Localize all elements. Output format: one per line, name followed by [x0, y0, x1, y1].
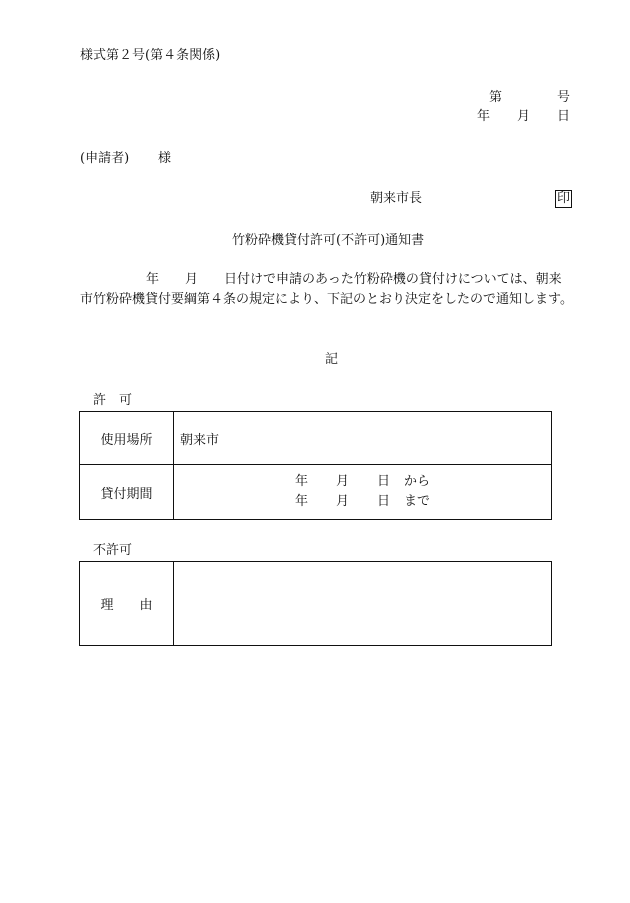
ki-heading: 記 [325, 352, 339, 367]
seal-mark: 印 [557, 191, 571, 206]
date-year: 年 [477, 109, 491, 124]
body-year: 年 [146, 272, 160, 287]
date-day: 日 [557, 109, 571, 124]
reason-value [174, 562, 552, 646]
deny-table [79, 561, 552, 646]
applicant-honorific: 様 [158, 151, 172, 166]
period-value [174, 465, 552, 520]
period-from: 年 月 日 から [294, 474, 431, 489]
date-month: 月 [517, 109, 531, 124]
body-paragraph [80, 270, 574, 310]
body-month: 月 [185, 272, 199, 287]
body-text: 日付けで申請のあった竹粉砕機の貸付けについては、朝来市竹粉砕機貸付要綱第４条の規定により、下記のとおり決定をしたので通知します。 [80, 272, 573, 307]
permit-heading: 許 可 [93, 393, 133, 408]
location-label: 使用場所 [80, 412, 174, 465]
location-value: 朝来市 [174, 412, 552, 465]
deny-heading: 不許可 [93, 543, 133, 558]
doc-number-dai: 第 [489, 90, 503, 105]
period-to: 年 月 日 まで [294, 494, 431, 509]
form-number: 様式第２号(第４条関係) [80, 48, 221, 63]
permit-table [79, 411, 552, 520]
document-title: 竹粉砕機貸付許可(不許可)通知書 [232, 233, 425, 248]
period-label: 貸付期間 [80, 465, 174, 520]
applicant-label: (申請者) [80, 151, 130, 166]
reason-label: 理 由 [80, 562, 174, 646]
doc-number-go: 号 [557, 90, 571, 105]
sender-title: 朝来市長 [370, 191, 423, 206]
